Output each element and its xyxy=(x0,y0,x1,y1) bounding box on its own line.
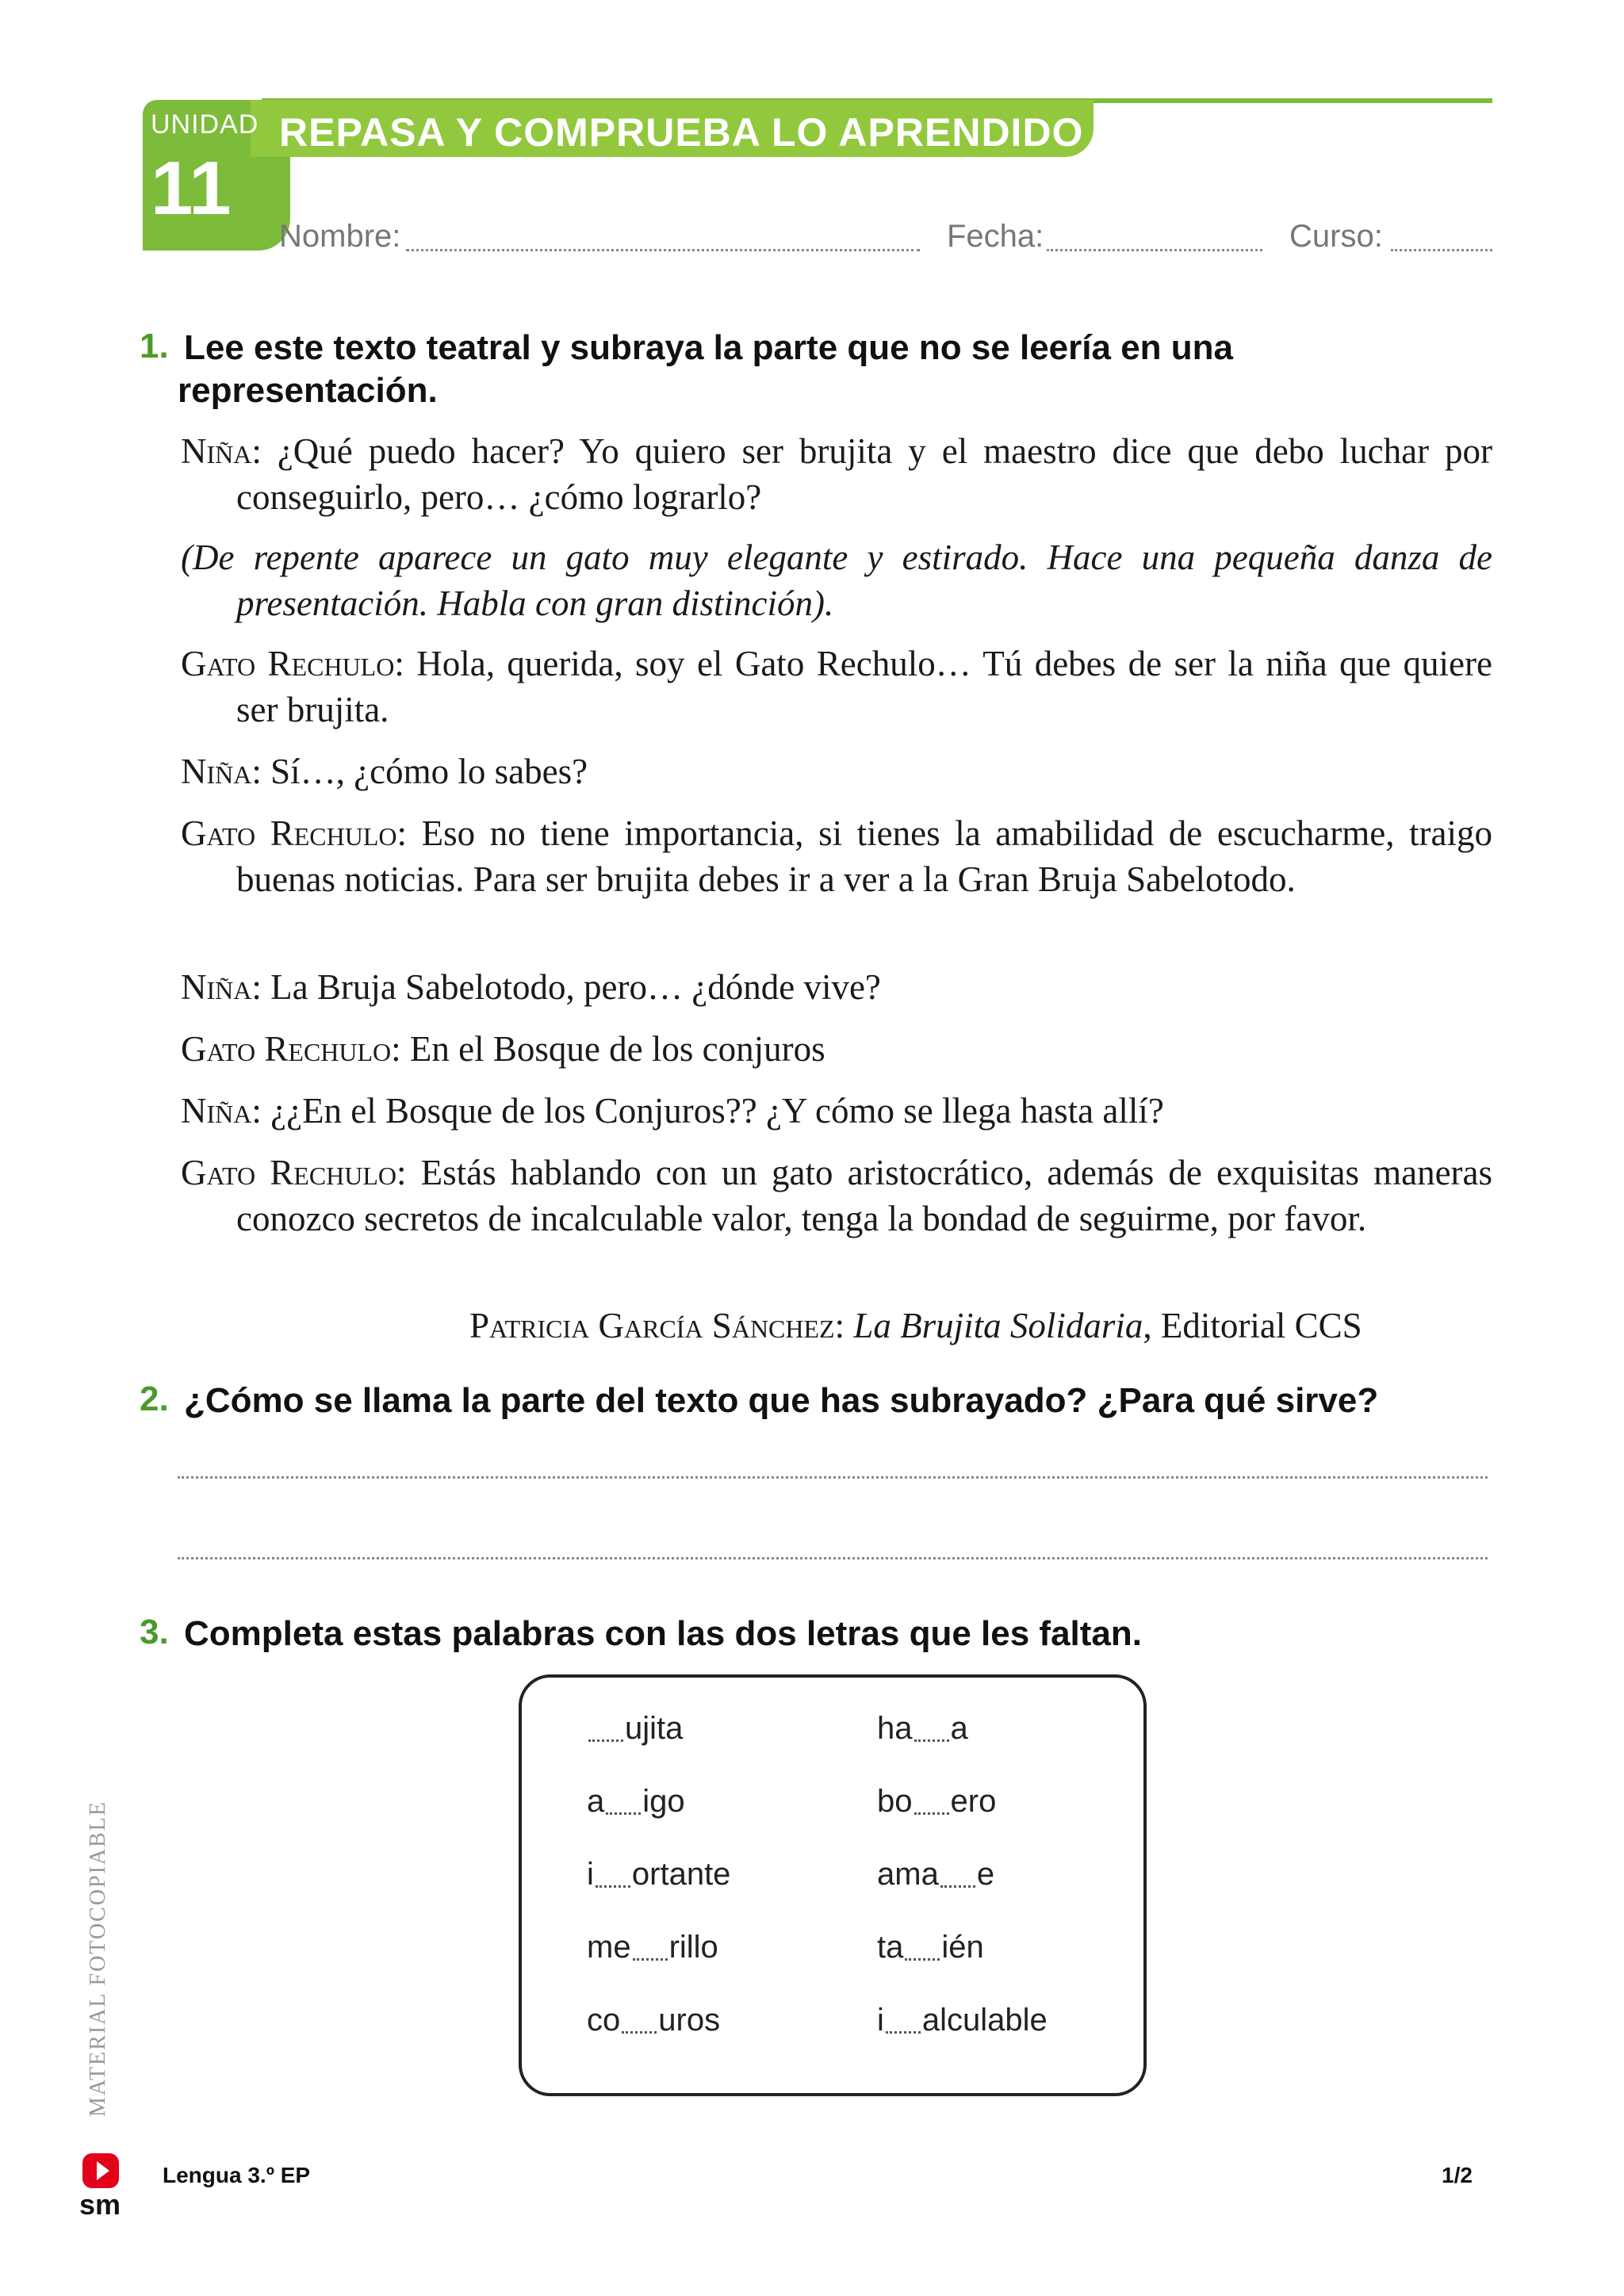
word-start: ha xyxy=(877,1711,913,1746)
dialogue-line xyxy=(181,1026,1492,1072)
q3-text: Completa estas palabras con las dos letras que les faltan. xyxy=(184,1614,1143,1653)
q1-text xyxy=(178,327,1492,412)
letter-gap[interactable] xyxy=(905,1958,940,1961)
word-item xyxy=(877,1784,996,1820)
word-item xyxy=(877,1711,968,1747)
letter-gap[interactable] xyxy=(633,1958,668,1961)
stage-direction[interactable]: (De repente aparece un gato muy elegante y estirado. Hace una pequeña danza de presentación. Habla con gran distinción). xyxy=(181,538,1492,623)
dialogue-line xyxy=(181,1088,1492,1134)
letter-gap[interactable] xyxy=(588,1739,623,1742)
q1-text-line2: representación. xyxy=(178,371,438,410)
source-credit xyxy=(469,1305,1362,1346)
word-start: me xyxy=(587,1930,631,1965)
word-ending: uros xyxy=(658,2003,721,2038)
answer-line-1[interactable] xyxy=(178,1476,1488,1479)
letter-gap[interactable] xyxy=(940,1885,975,1888)
dialogue-line xyxy=(181,748,1492,794)
play-triangle-icon xyxy=(97,2161,109,2180)
speaker: Niña: xyxy=(181,431,262,471)
word-ending: ién xyxy=(941,1930,984,1965)
dialogue-line xyxy=(181,428,1492,520)
word-start: ama xyxy=(877,1857,939,1892)
speaker: Gato Rechulo: xyxy=(181,813,408,853)
word-start: a xyxy=(587,1784,605,1819)
dialogue-text: Eso no tiene importancia, si tienes la amabilidad de escucharme, traigo buenas noticias. Para ser brujita debes ir a ver a la Gran Bruja Sabelotodo. xyxy=(236,813,1493,899)
dialogue-text: Estás hablando con un gato aristocrático, además de exquisitas maneras conozco secretos de incalculable valor, tenga la bondad de seguirme, por favor. xyxy=(236,1153,1493,1238)
dialogue-line xyxy=(181,1150,1492,1242)
dialogue-line xyxy=(181,641,1492,733)
dialogue-text: ¿Qué puedo hacer? Yo quiero ser brujita y el maestro dice que debo luchar por conseguirlo, pero… ¿cómo lograrlo? xyxy=(236,431,1493,517)
word-ending: a xyxy=(950,1711,968,1746)
word-start: bo xyxy=(877,1784,913,1819)
letter-gap[interactable] xyxy=(886,2031,921,2034)
letter-gap[interactable] xyxy=(606,1812,641,1815)
speaker: Gato Rechulo: xyxy=(181,1153,407,1192)
dialogue-line xyxy=(181,810,1492,902)
word-item xyxy=(587,1711,683,1747)
word-item xyxy=(587,1930,718,1965)
q2-text: ¿Cómo se llama la parte del texto que has subrayado? ¿Para qué sirve? xyxy=(184,1381,1379,1420)
letter-gap[interactable] xyxy=(596,1885,630,1888)
page-title: REPASA Y COMPRUEBA LO APRENDIDO xyxy=(279,110,1084,155)
word-ending: ero xyxy=(950,1784,997,1819)
date-field[interactable] xyxy=(1047,249,1262,251)
answer-line-2[interactable] xyxy=(178,1557,1488,1559)
speaker: Niña: xyxy=(181,752,262,791)
dialogue-text: Sí…, ¿cómo lo sabes? xyxy=(270,752,588,791)
name-field[interactable] xyxy=(406,249,920,251)
word-item xyxy=(877,1857,994,1892)
word-ending: rillo xyxy=(668,1930,718,1965)
name-label: Nombre: xyxy=(279,219,401,254)
dialogue-text: ¿¿En el Bosque de los Conjuros?? ¿Y cómo se llega hasta allí? xyxy=(270,1091,1164,1131)
letter-gap[interactable] xyxy=(914,1812,949,1815)
word-start: co xyxy=(587,2003,621,2038)
word-item xyxy=(877,2003,1048,2038)
word-ending: ortante xyxy=(631,1857,731,1892)
credit-publisher: , Editorial CCS xyxy=(1143,1306,1362,1345)
q3-number: 3. xyxy=(140,1613,169,1651)
letter-gap[interactable] xyxy=(914,1739,949,1742)
word-start: i xyxy=(877,2003,884,2038)
publisher-logo: sm xyxy=(79,2188,121,2221)
page-number: 1/2 xyxy=(1442,2163,1473,2187)
word-start: ta xyxy=(877,1930,904,1965)
dialogue-text: La Bruja Sabelotodo, pero… ¿dónde vive? xyxy=(270,967,881,1007)
word-ending: alculable xyxy=(921,2003,1048,2038)
course-field[interactable] xyxy=(1391,249,1492,251)
speaker: Gato Rechulo: xyxy=(181,644,404,683)
q2-number: 2. xyxy=(140,1380,169,1418)
dialogue-line xyxy=(181,964,1492,1010)
word-item xyxy=(587,2003,720,2038)
speaker: Niña: xyxy=(181,1091,262,1131)
credit-author: Patricia García Sánchez: xyxy=(469,1306,845,1345)
q1-text-line1: Lee este texto teatral y subraya la parte que no se leería en una xyxy=(184,328,1233,367)
photocopiable-label: MATERIAL FOTOCOPIABLE xyxy=(86,1800,110,2117)
word-ending: igo xyxy=(642,1784,685,1819)
speaker: Niña: xyxy=(181,967,262,1007)
subject-label: Lengua 3.º EP xyxy=(163,2163,311,2187)
dialogue-text: En el Bosque de los conjuros xyxy=(409,1029,825,1069)
word-item xyxy=(877,1930,984,1965)
dialogue-text: Hola, querida, soy el Gato Rechulo… Tú debes de ser la niña que quiere ser brujita. xyxy=(236,644,1492,729)
course-label: Curso: xyxy=(1289,219,1383,254)
unit-label: UNIDAD xyxy=(151,109,259,140)
date-label: Fecha: xyxy=(947,219,1044,254)
speaker: Gato Rechulo: xyxy=(181,1029,401,1069)
unit-number: 11 xyxy=(151,146,232,231)
word-ending: ujita xyxy=(625,1711,684,1746)
word-start: i xyxy=(587,1857,594,1892)
q1-number: 1. xyxy=(140,327,169,365)
word-item xyxy=(587,1857,730,1892)
letter-gap[interactable] xyxy=(622,2031,657,2034)
word-item xyxy=(587,1784,685,1820)
word-ending: e xyxy=(976,1857,995,1892)
credit-book: La Brujita Solidaria xyxy=(853,1306,1143,1345)
